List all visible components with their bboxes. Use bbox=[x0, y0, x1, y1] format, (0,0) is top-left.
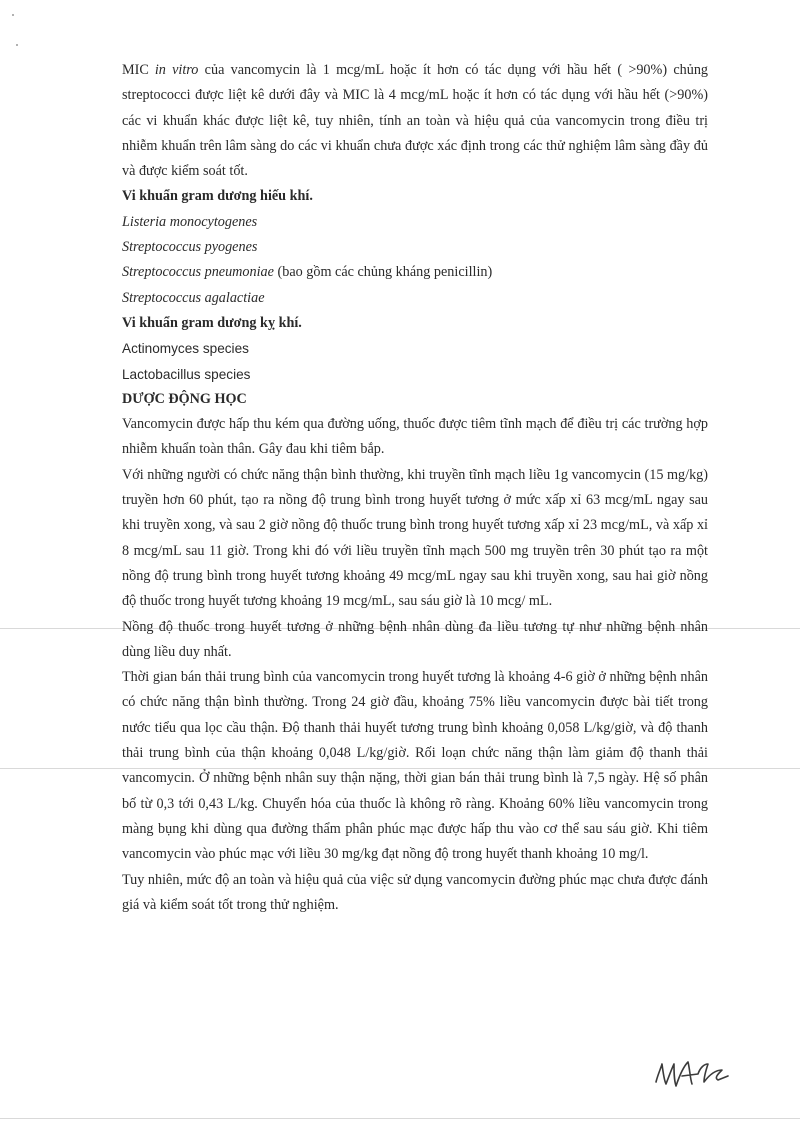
species-actinomyces: Actinomyces species bbox=[122, 341, 249, 357]
species-note: (bao gồm các chủng kháng penicillin) bbox=[273, 264, 493, 281]
species-s-pneumoniae bbox=[122, 260, 708, 285]
paragraph-multiple-dose: Nồng độ thuốc trong huyết tương ở những bệnh nhân dùng đa liều tương tự như những bệnh nhân dùng liều duy nhất. bbox=[122, 618, 708, 660]
paragraph-infusion-levels: Với những người có chức năng thận bình thường, khi truyền tĩnh mạch liều 1g vancomycin (15 mg/kg) truyền hơn 60 phút, tạo ra nồng độ trung bình trong huyết tương ở mức xấp xỉ 63 mcg/mL ngay sau khi truyền xong, và sau 2 giờ nồng độ thuốc trung bình trong huyết tương xấp xỉ 23 mcg/mL, và xấp xỉ 8 mcg/mL sau 11 giờ. Trong khi đó với liều truyền tĩnh mạch 500 mg truyền trên 30 phút tạo ra một nồng độ trung bình trong huyết tương khoảng 49 mcg/mL ngay sau khi truyền xong, sau hai giờ nồng độ thuốc trong huyết tương khoảng 19 mcg/mL, sau sáu giờ là 10 mcg/ mL. bbox=[122, 466, 708, 610]
heading-anaerobic-gram-positive: Vi khuẩn gram dương kỵ khí. bbox=[122, 314, 302, 331]
in-vitro-term: in vitro bbox=[154, 62, 199, 78]
scan-line bbox=[0, 1118, 800, 1119]
heading-pharmacokinetics: DƯỢC ĐỘNG HỌC bbox=[122, 390, 247, 407]
handwritten-signature bbox=[652, 1052, 732, 1096]
species-name: Streptococcus pneumoniae bbox=[122, 264, 274, 281]
mic-text: của vancomycin là 1 mcg/mL hoặc ít hơn có tác dụng với hầu hết ( >90%) chủng streptococci được liệt kê dưới đây và MIC là 4 mcg/mL hoặc ít hơn có tác dụng với hầu hết (>90%) các vi khuẩn khác được liệt kê, tuy nhiên, tính an toàn và hiệu quả của vancomycin trong điều trị nhiễm khuẩn trên lâm sàng do các vi khuẩn chưa được xác định trong các thử nghiệm lâm sàng đầy đủ và được kiểm soát tốt. bbox=[122, 62, 709, 180]
species-s-pyogenes: Streptococcus pyogenes bbox=[122, 239, 258, 256]
paragraph-half-life: Thời gian bán thải trung bình của vancomycin trong huyết tương là khoảng 4-6 giờ ở những bệnh nhân có chức năng thận bình thường. Trong 24 giờ đầu, khoảng 75% liều vancomycin được bài tiết trong nước tiểu qua lọc cầu thận. Độ thanh thải huyết tương trung bình khoảng 0,058 L/kg/giờ, và độ thanh thải trung bình của thận khoảng 0,048 L/kg/giờ. Rối loạn chức năng thận làm giảm độ thanh thải vancomycin. Ở những bệnh nhân suy thận nặng, thời gian bán thải trung bình là 7,5 ngày. Hệ số phân bố từ 0,3 tới 0,43 L/kg. Chuyển hóa của thuốc là không rõ ràng. Khoảng 60% liều vancomycin trong màng bụng khi dùng qua đường thẩm phân phúc mạc được hấp thu vào cơ thể sau sáu giờ. Khi tiêm vancomycin vào phúc mạc với liều 30 mg/kg đạt nồng độ trong huyết thanh khoảng 10 mg/l. bbox=[122, 669, 708, 863]
species-lactobacillus: Lactobacillus species bbox=[122, 366, 251, 382]
mic-label: MIC bbox=[122, 62, 149, 78]
paragraph-mic bbox=[122, 58, 708, 184]
scan-speck bbox=[12, 14, 14, 16]
scan-speck bbox=[16, 44, 18, 46]
species-listeria: Listeria monocytogenes bbox=[122, 213, 258, 230]
paragraph-absorption: Vancomycin được hấp thu kém qua đường uống, thuốc được tiêm tĩnh mạch để điều trị các trường hợp nhiễm khuẩn toàn thân. Gây đau khi tiêm bắp. bbox=[122, 416, 708, 458]
paragraph-safety-note: Tuy nhiên, mức độ an toàn và hiệu quả của việc sử dụng vancomycin đường phúc mạc chưa được đánh giá và kiểm soát tốt trong thử nghiệm. bbox=[122, 871, 708, 913]
document-page bbox=[122, 58, 708, 918]
heading-aerobic-gram-positive: Vi khuẩn gram dương hiếu khí. bbox=[122, 188, 313, 205]
species-s-agalactiae: Streptococcus agalactiae bbox=[122, 289, 265, 306]
